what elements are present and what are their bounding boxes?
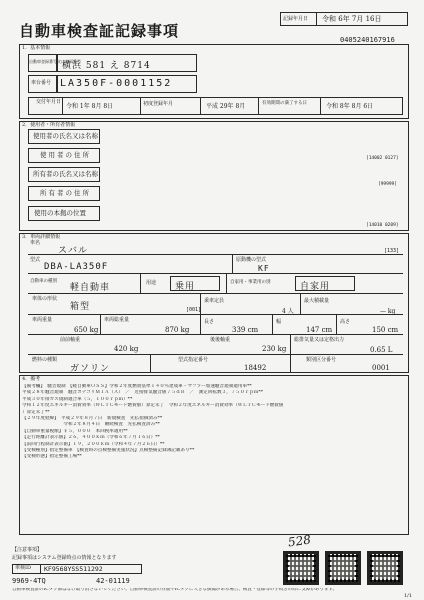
- qr-code-3: [367, 551, 403, 585]
- displacement-value: 0.65 L: [370, 346, 393, 354]
- remark-line: 平成３０年排ガス規制適合車（５，１００ｒｐｍ）**: [22, 396, 133, 402]
- chassis-value: LA350F-0001152: [60, 78, 173, 89]
- width-value: 147 cm: [306, 326, 333, 334]
- type-no-label: 型式指定番号: [178, 357, 209, 363]
- divider: [272, 315, 273, 334]
- first-reg2-value: 平成 29年 8月: [206, 103, 246, 110]
- gross-value: 870 kg: [165, 326, 190, 334]
- category-value: 0001: [372, 364, 390, 372]
- divider: [140, 274, 141, 293]
- divider: [258, 97, 259, 115]
- divider: [300, 294, 301, 314]
- category-label: 類別区分番号: [306, 357, 337, 363]
- remark-line: 【自動車重量税額】￥５，０００ 本回税率適用**: [22, 428, 128, 434]
- kind-value: 軽自動車: [70, 283, 111, 293]
- body-label: 車体の形状: [32, 296, 58, 302]
- engine-value: KF: [258, 264, 270, 273]
- expiry-label: 有効期間の満了する日: [262, 101, 307, 106]
- use-label: 用途: [146, 280, 157, 286]
- issue-date: 令和 6年 7月 16日: [322, 15, 382, 23]
- capacity-value: 4 人: [282, 308, 294, 315]
- user-addr-code: [14002 0127]: [366, 156, 399, 161]
- remarks-list: [22, 384, 406, 461]
- type-no-value: 18492: [244, 364, 267, 372]
- max-load-value: — kg: [380, 308, 396, 315]
- remark-line: 【備考欄】 騒音規制 【軽自動車ＯＳＳ】令和２年度燃費基準１４０％達成車・マフラー加速騒音規制適用車**: [22, 384, 252, 389]
- divider: [290, 355, 291, 373]
- fuel-value: ガソリン: [70, 364, 111, 374]
- vehicle-id-value: KF9568YSS511292: [44, 565, 103, 573]
- divider: [200, 97, 201, 115]
- kind-label: 自動車の種別: [30, 279, 57, 284]
- displacement-label: 総排気量又は定格出力: [294, 337, 345, 343]
- registration-label: 自動車登録番号又は車両番号: [29, 59, 81, 64]
- section-1-title: 1．基本情報: [22, 45, 51, 51]
- divider: [290, 335, 291, 354]
- expiry-value: 令和 8年 8月 6日: [326, 103, 374, 110]
- max-load-label: 最大積載量: [304, 298, 330, 304]
- document-number: 0405240167916: [340, 36, 395, 44]
- remark-line: 【受検種別】指定整備車 【検査時の点検整備実施状況】点検整備記録簿記載あり**: [22, 448, 195, 454]
- remark-line: 【走行距離計表示値】２６，４００ｋｍ（令和６年７月１６日）**: [22, 435, 160, 441]
- section-4-title: 4．備考: [22, 376, 41, 382]
- rule: [28, 273, 403, 274]
- remark-line: ）算定未了**: [22, 409, 50, 415]
- vehicle-id-label: 車検ID: [15, 565, 31, 571]
- user-addr-label: 使用者の住所: [40, 151, 91, 159]
- registration-value: 横浜 581 え 8714: [62, 61, 151, 71]
- qr-code-1: [283, 551, 319, 585]
- divider: [232, 255, 233, 273]
- body-code: [001]: [186, 307, 202, 313]
- rule: [28, 354, 403, 355]
- footer-remarks: 記録事項はシステム登録時点の情報となります: [12, 555, 117, 561]
- first-reg-value: 令和 1年 8月 8日: [66, 103, 114, 110]
- rule: [28, 293, 403, 294]
- rear-axle-label: 後後軸重: [210, 337, 231, 343]
- first-reg-label: 交付年月日: [36, 99, 62, 105]
- remark-line: 令和２年８月４日 継続検査 先払検査済み**: [22, 422, 160, 428]
- owner-addr-code: [99999]: [378, 182, 397, 187]
- remark-line: 令和１２年度エネルギー消費効率（ＷＬＴＣモード燃費値）算定未了 令和２年度エネルギー消費効率（ＷＬＴＣモード燃費値: [22, 403, 284, 409]
- chassis-label: 車台番号: [31, 80, 52, 86]
- height-value: 150 cm: [372, 326, 399, 334]
- gross-label: 車両総重量: [104, 317, 130, 323]
- section-3-title: 3．車両詳細情報: [22, 234, 61, 240]
- fuel-label: 燃料の種類: [32, 357, 58, 363]
- use-value: 乗用: [175, 282, 196, 292]
- front-axle-label: 前前軸重: [60, 337, 81, 343]
- width-label: 幅: [276, 319, 282, 325]
- remark-line: 【受検形態】指定整備工場**: [22, 454, 82, 460]
- weight-label: 車両重量: [32, 317, 53, 323]
- rule: [28, 314, 403, 315]
- divider: [40, 564, 41, 574]
- length-label: 長さ: [204, 319, 215, 325]
- handwritten-mark: 528: [287, 532, 312, 550]
- footer-remarks-title: 【注意事項】: [12, 547, 43, 553]
- length-value: 339 cm: [232, 326, 259, 334]
- private-value: 自家用: [300, 282, 331, 292]
- user-name-label: 使用者の氏名又は名称: [33, 132, 98, 140]
- divider: [316, 12, 317, 26]
- remark-line: 【２９年度経緯】 平成２９年８月７日 新規検査 先払指摘済み**: [22, 416, 163, 422]
- maker-code: [133]: [384, 248, 400, 254]
- divider: [150, 355, 151, 373]
- rear-axle-value: 230 kg: [262, 345, 287, 353]
- section-2-title: 2．使用者・所有者情報: [22, 122, 76, 128]
- remark-line: 【前回行程制計表示値】１９，２００ｋｍ（令和４年７月２６日）**: [22, 441, 165, 447]
- divider: [140, 97, 141, 115]
- maker-value: スバル: [58, 246, 89, 256]
- private-label: 自家用・事業用の別: [230, 280, 271, 285]
- owner-name-label: 所有者の氏名又は名称: [33, 170, 98, 178]
- owner-addr-label: 所有者の住所: [40, 189, 91, 197]
- page-title: 自動車検査証記録事項: [19, 22, 180, 40]
- model-label: 型式: [30, 257, 41, 263]
- front-axle-value: 420 kg: [114, 345, 139, 353]
- divider: [62, 97, 63, 115]
- divider: [226, 274, 227, 293]
- body-value: 箱型: [70, 302, 91, 312]
- divider: [320, 97, 321, 115]
- divider: [200, 294, 201, 314]
- base-code: [14010 0209]: [366, 223, 399, 228]
- divider: [200, 315, 201, 334]
- weight-value: 650 kg: [74, 326, 99, 334]
- footnote: 自動車検査証のICタグ部はなげ取り消さないでください。自動車検査証の券面やICタグに大きな損傷がある場合、検査・登録等の手続きの際に支障があります。: [12, 588, 338, 592]
- capacity-label: 乗車定員: [204, 298, 225, 304]
- height-label: 高さ: [340, 319, 351, 325]
- maker-label: 車名: [30, 240, 41, 246]
- issue-date-label: 記録年月日: [283, 16, 309, 22]
- divider: [336, 315, 337, 334]
- engine-label: 原動機の型式: [236, 257, 267, 263]
- first-reg2-label: 初度登録年月: [143, 101, 174, 107]
- code-b: 42-01119: [96, 577, 130, 585]
- model-value: DBA-LA350F: [44, 262, 109, 272]
- rule: [28, 334, 403, 335]
- divider: [100, 315, 101, 334]
- base-label: 使用の本拠の位置: [34, 209, 86, 217]
- remark-line: 平成２８年騒音規制 騒音カテゴリＭ１Ａ（Ａ） ／ 近接排気騒音値７５ｄＢ ／ 測定回転数３，７５０ｒｐｍ**: [22, 390, 263, 396]
- code-a: 9969-4TQ: [12, 577, 46, 585]
- qr-code-2: [325, 551, 361, 585]
- page-number: 1/1: [404, 593, 413, 599]
